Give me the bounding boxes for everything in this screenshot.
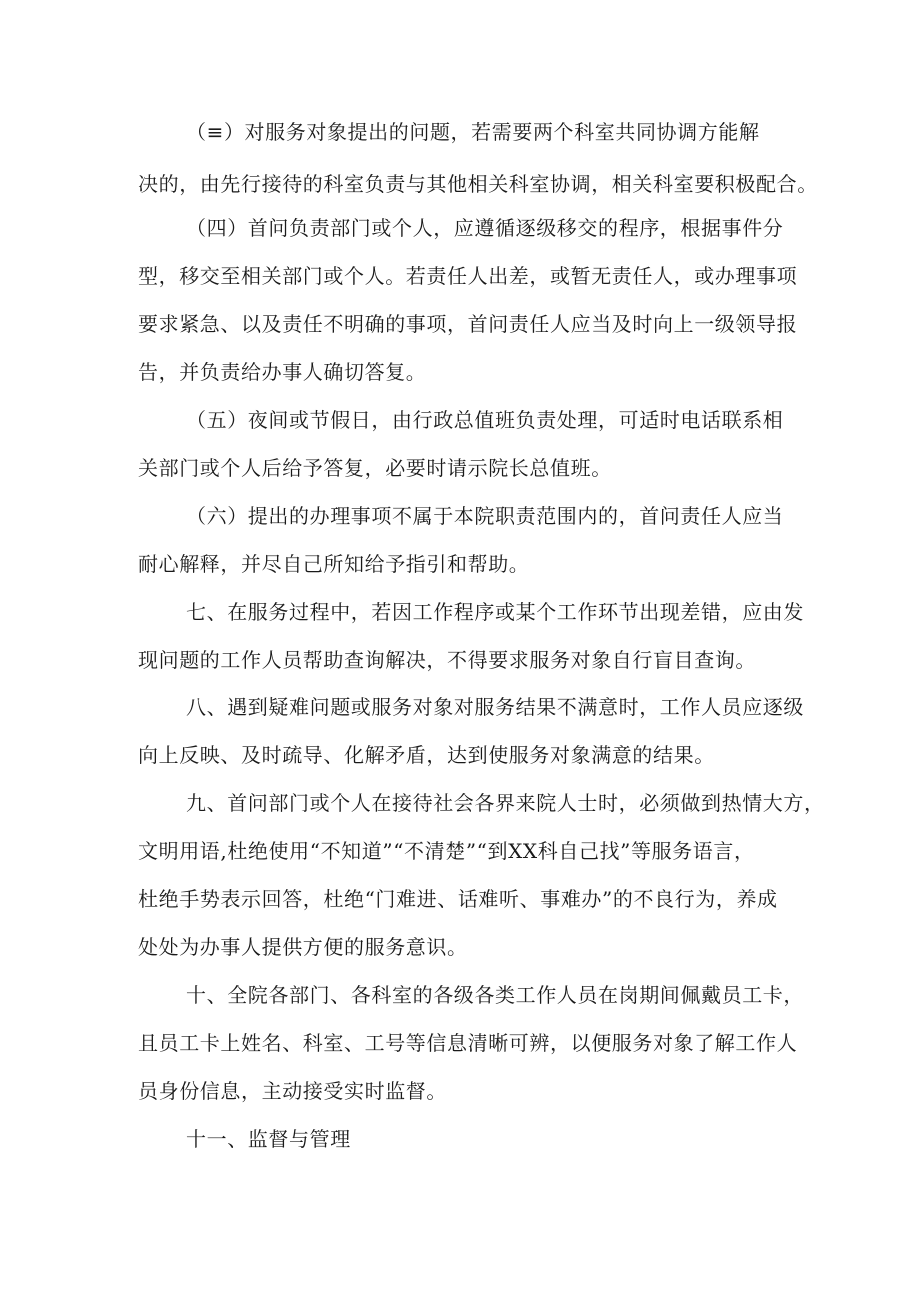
paragraph-8-line-1: 十、全院各部门、各科室的各级各类工作人员在岗期间佩戴员工卡， bbox=[186, 983, 804, 1007]
paragraph-1-line-2: 决的，由先行接待的科室负责与其他相关科室协调，相关科室要积极配合。 bbox=[138, 172, 818, 196]
paragraph-9-line-1: 十一、监督与管理 bbox=[186, 1127, 351, 1151]
paragraph-2-line-2: 型，移交至相关部门或个人。若责任人出差，或暂无责任人，或办理事项 bbox=[138, 264, 798, 288]
paragraph-8-line-3: 员身份信息，主动接受实时监督。 bbox=[138, 1079, 447, 1103]
paragraph-6-line-1: 八、遇到疑难问题或服务对象对服务结果不满意时，工作人员应逐级 bbox=[186, 695, 804, 719]
paragraph-5-line-2: 现问题的工作人员帮助查询解决，不得要求服务对象自行盲目查询。 bbox=[138, 648, 756, 672]
paragraph-7-line-4: 处处为办事人提供方便的服务意识。 bbox=[138, 935, 468, 959]
paragraph-3-line-1: （五）夜间或节假日，由行政总值班负责处理，可适时电话联系相 bbox=[186, 408, 784, 432]
paragraph-3-line-2: 关部门或个人后给予答复，必要时请示院长总值班。 bbox=[138, 456, 612, 480]
paragraph-8-line-2: 且员工卡上姓名、科室、工号等信息清晰可辨，以便服务对象了解工作人 bbox=[138, 1031, 798, 1055]
paragraph-1-line-1: （≡）对服务对象提出的问题，若需要两个科室共同协调方能解 bbox=[186, 120, 760, 144]
paragraph-2-line-1: （四）首问负责部门或个人，应遵循逐级移交的程序，根据事件分 bbox=[186, 216, 784, 240]
paragraph-7-line-2: 文明用语,杜绝使用“不知道”“不清楚”“到XX科自己找”等服务语言， bbox=[138, 839, 755, 863]
paragraph-5-line-1: 七、在服务过程中，若因工作程序或某个工作环节出现差错，应由发 bbox=[186, 600, 804, 624]
paragraph-2-line-4: 告，并负责给办事人确切答复。 bbox=[138, 360, 427, 384]
paragraph-6-line-2: 向上反映、及时疏导、化解矛盾，达到使服务对象满意的结果。 bbox=[138, 743, 715, 767]
paragraph-4-line-2: 耐心解释，并尽自己所知给予指引和帮助。 bbox=[138, 552, 530, 576]
paragraph-7-line-1: 九、首问部门或个人在接待社会各界来院人士时，必须做到热情大方， bbox=[186, 791, 825, 815]
paragraph-7-line-3: 杜绝手势表示回答，杜绝“门难进、话难听、事难办”的不良行为，养成 bbox=[138, 887, 778, 911]
paragraph-2-line-3: 要求紧急、以及责任不明确的事项，首问责任人应当及时向上一级领导报 bbox=[138, 312, 798, 336]
paragraph-4-line-1: （六）提出的办理事项不属于本院职责范围内的，首问责任人应当 bbox=[186, 504, 784, 528]
